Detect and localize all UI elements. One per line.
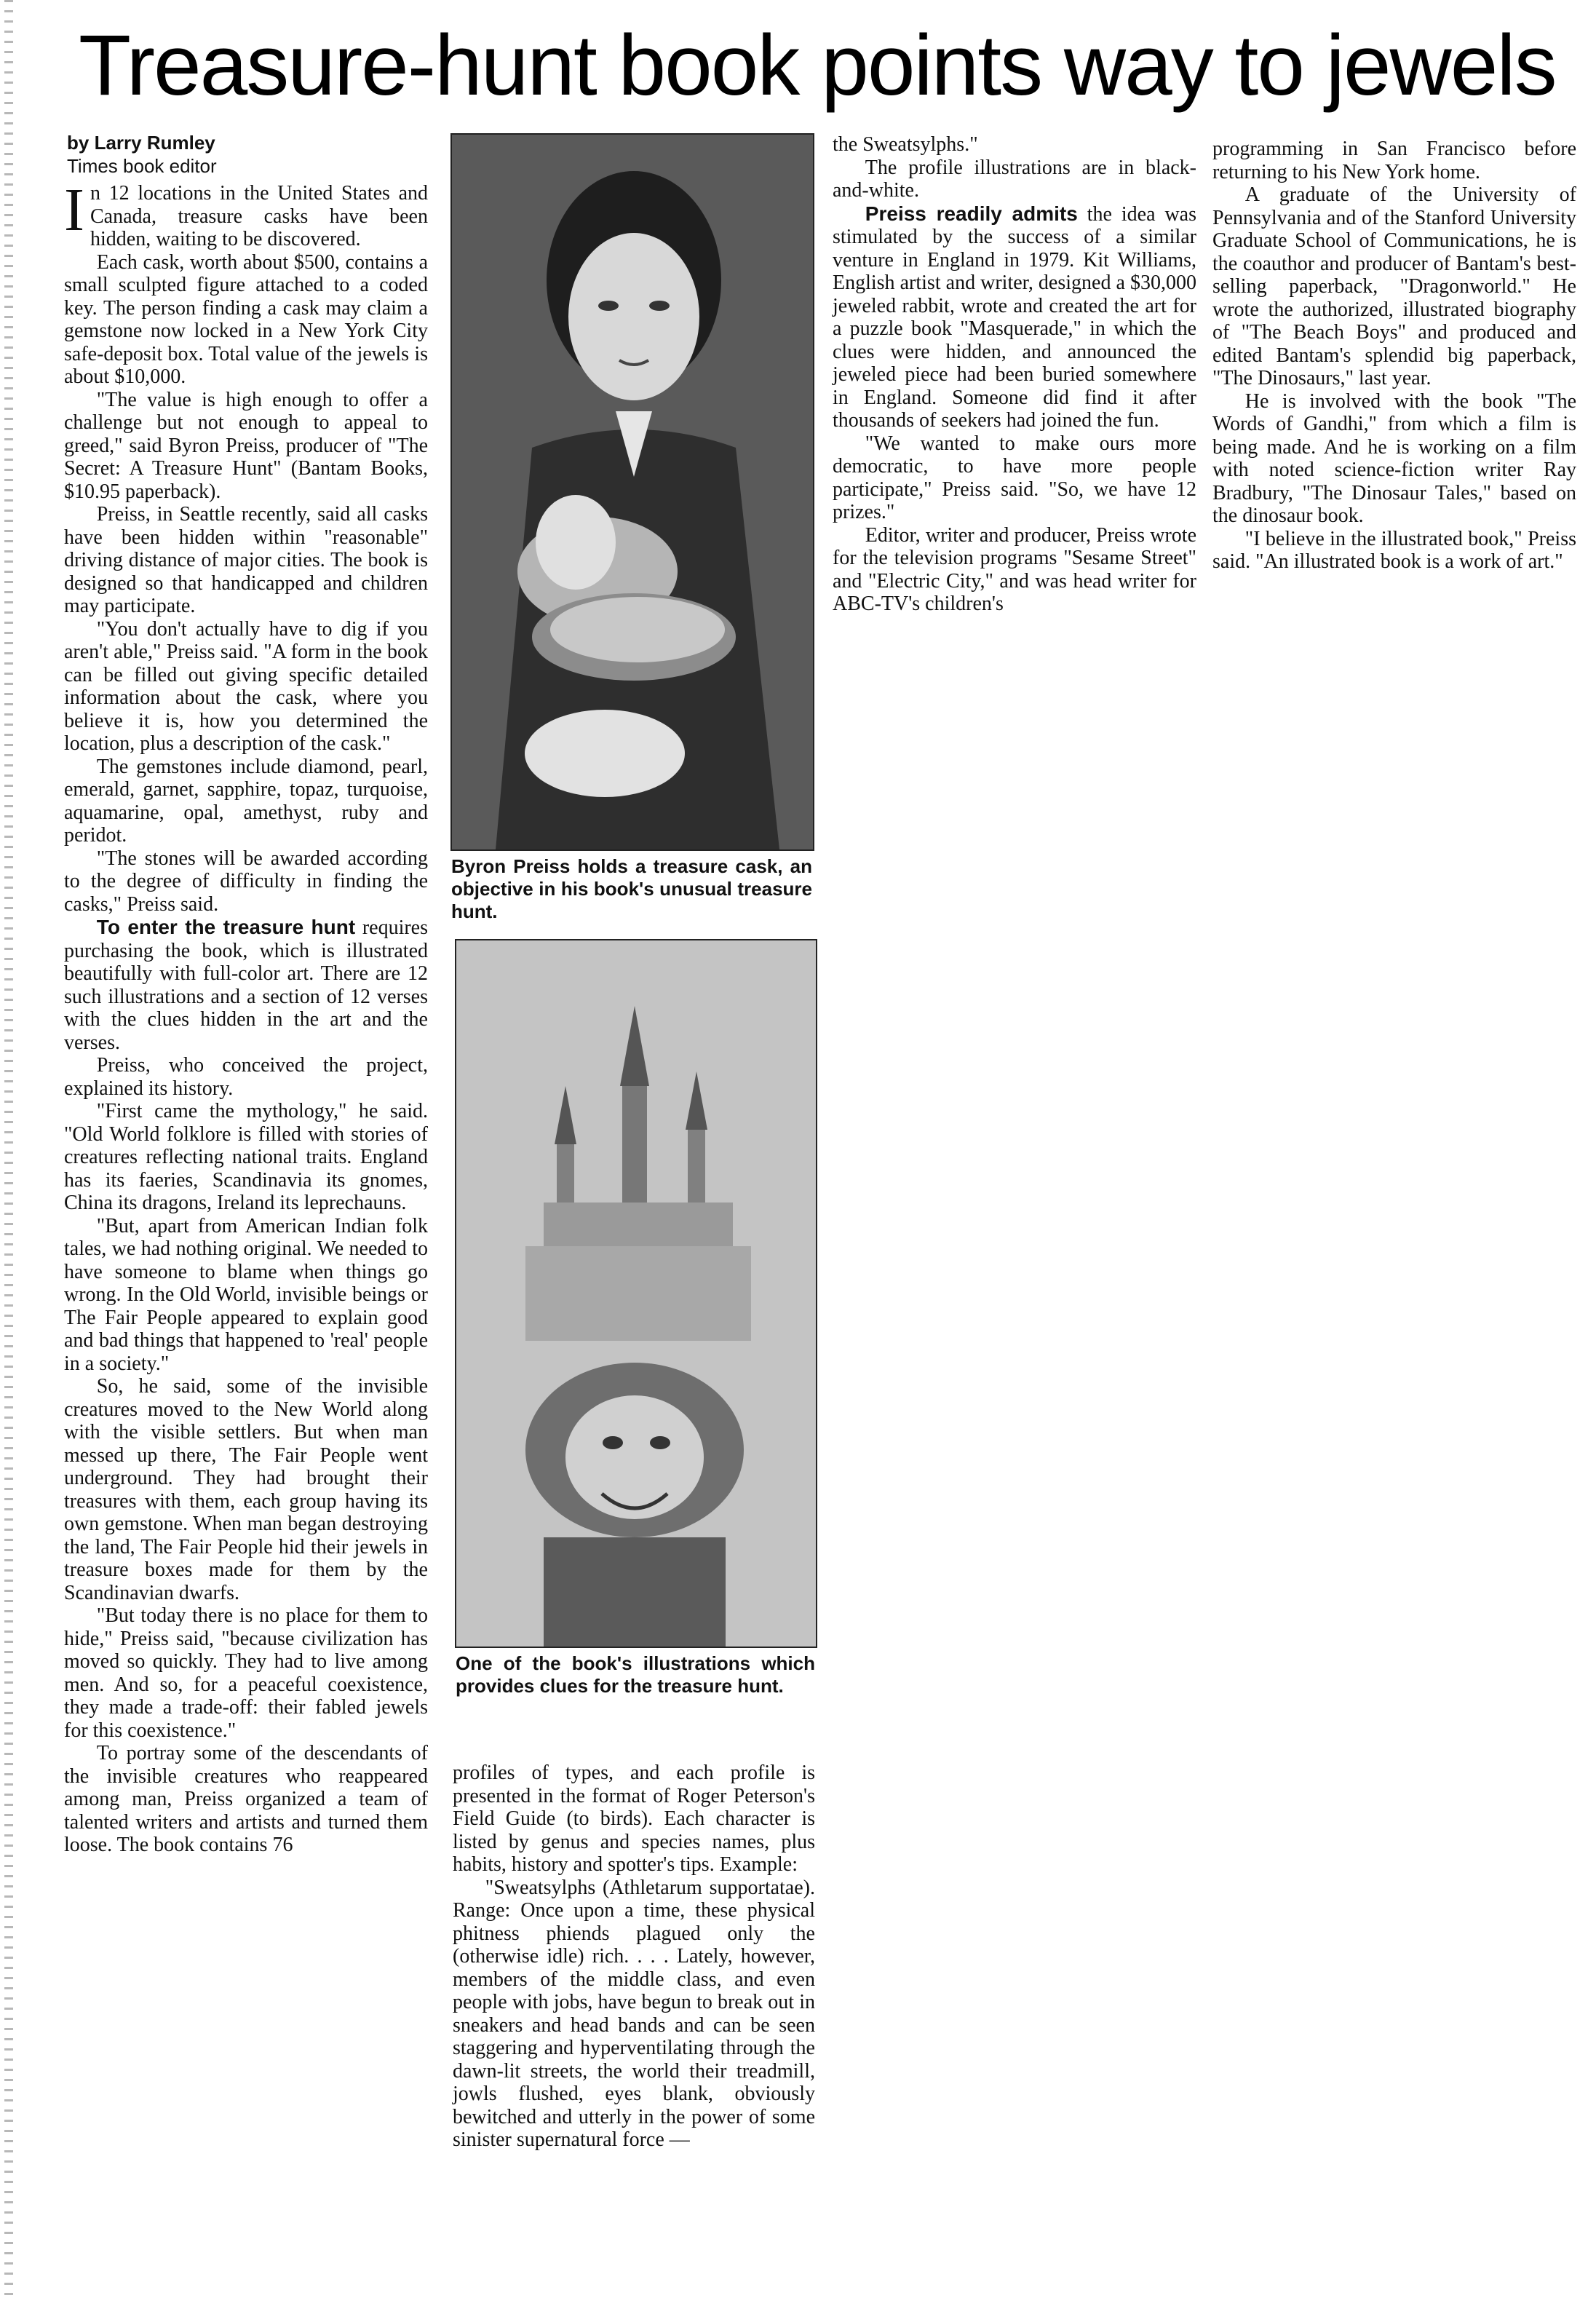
paragraph: "But today there is no place for them to hide," Preiss said, "because civilization has moved so quickly. They had to live among men. And so, for a peaceful coexistence, they made a trade-off: their fabled jewels for this coexistence.": [64, 1604, 428, 1742]
byline-name: by Larry Rumley: [67, 132, 215, 154]
paragraph: Editor, writer and producer, Preiss wrote for the television programs "Sesame Street" and "Electric City," and was head writer for ABC-TV's children's: [833, 523, 1196, 615]
paragraph: A graduate of the University of Pennsylvania and of the Stanford University Graduate School of Communications, he is the coauthor and producer of Bantam's best-selling paperback, "Dragonworld." He wrote the authorized, illustrated biography of "The Beach Boys" and produced and edited Bantam's splendid big paperback, "The Dinosaurs," last year.: [1212, 183, 1576, 389]
illustration-image: [455, 939, 817, 1648]
paragraph: "Sweatsylphs (Athletarum supportatae). Range: Once upon a time, these physical phitness phiends plagued only the (otherwise idle) rich. . . . Lately, however, members of the middle class, and even people with jobs, have begun to break out in sneakers and head bands and can be seen staggering and hyperventilating through the dawn-lit streets, the world their treadmill, jowls flushed, eyes blank, obviously bewitched and utterly in the power of some sinister supernatural force —: [453, 1876, 815, 2151]
subhead-lead: To enter the treasure hunt: [96, 916, 356, 938]
paragraph: "We wanted to make ours more democratic, to have more people participate," Preiss said. "So, we have 12 prizes.": [833, 432, 1196, 523]
article-column-4: [1212, 138, 1576, 574]
paragraph: To portray some of the descendants of the invisible creatures who reappeared among man, Preiss organized a team of talented writers and artists and turned them loose. The book contains 76: [64, 1742, 428, 1856]
photo-caption-2: One of the book's illustrations which provides clues for the treasure hunt.: [456, 1652, 815, 1697]
paragraph: The profile illustrations are in black-and-white.: [833, 156, 1196, 202]
paragraph: To enter the treasure hunt requires purchasing the book, which is illustrated beautifully with full-color art. There are 12 such illustrations and a section of 12 verses with the clues hidden in the art and the verses.: [64, 916, 429, 1054]
byline-title: Times book editor: [67, 155, 217, 177]
paragraph: In 12 locations in the United States and Canada, treasure casks have been hidden, waiting to be discovered.: [64, 176, 428, 250]
paragraph: profiles of types, and each profile is presented in the format of Roger Peterson's Field Guide (to birds). Each character is listed by genus and species names, plus habits, history and spotter's tips. Example:: [453, 1762, 815, 1876]
paragraph: "I believe in the illustrated book," Preiss said. "An illustrated book is a work of art.": [1212, 527, 1576, 573]
subhead-lead: Preiss readily admits: [865, 202, 1078, 225]
portrait-photo: [450, 133, 814, 851]
paragraph: "The stones will be awarded according to the degree of difficulty in finding the casks," Preiss said.: [64, 847, 428, 916]
paragraph: "You don't actually have to dig if you aren't able," Preiss said. "A form in the book can be filled out giving specific detailed information about the cask, where you believe it is, how you determined the location, plus a description of the cask.": [64, 617, 428, 755]
paragraph: "But, apart from American Indian folk tales, we had nothing original. We needed to have someone to blame when things go wrong. In the Old World, invisible beings or The Fair People appeared to explain good and bad things that happened to 'real' people in a society.": [64, 1214, 428, 1375]
paragraph: The gemstones include diamond, pearl, emerald, garnet, sapphire, topaz, turquoise, aquamarine, opal, amethyst, ruby and peridot.: [64, 755, 428, 847]
paragraph: programming in San Francisco before returning to his New York home.: [1212, 138, 1576, 183]
article-column-3: [833, 133, 1196, 616]
article-column-2: [453, 1762, 815, 2152]
paragraph: the Sweatsylphs.": [833, 133, 978, 156]
paragraph: Each cask, worth about $500, contains a small sculpted figure attached to a coded key. The person finding a cask may claim a gemstone now locked in a New York City safe-deposit box. Total value of the jewels is about $10,000.: [64, 250, 428, 388]
castle-illustration: [456, 940, 816, 1647]
drop-cap: I: [64, 176, 84, 244]
paragraph: "First came the mythology," he said. "Old World folklore is filled with stories of creatures reflecting national traits. England has its faeries, Scandinavia its gnomes, China its dragons, Ireland its leprechauns.: [64, 1100, 428, 1214]
article-column-1: [64, 176, 429, 1857]
paragraph: He is involved with the book "The Words of Gandhi," from which a film is being made. And he is working on a film with noted science-fiction writer Ray Bradbury, "The Dinosaur Tales," based on the dinosaur book.: [1212, 389, 1576, 527]
headline: Treasure-hunt book points way to jewels: [79, 17, 1556, 114]
paragraph: Preiss readily admits the idea was stimulated by the success of a similar venture in England in 1979. Kit Williams, English artist and writer, designed a $30,000 jeweled rabbit, wrote and created the art for a puzzle book "Masquerade," in which the clues were hidden, and announced the jeweled piece had been buried somewhere in England. Someone did find it after thousands of seekers had joined the fun.: [833, 202, 1196, 432]
paragraph: Preiss, in Seattle recently, said all casks have been hidden within "reasonable" driving distance of major cities. The book is designed so that handicapped and children may participate.: [64, 503, 428, 617]
photo-caption-1: Byron Preiss holds a treasure cask, an objective in his book's unusual treasure hunt.: [451, 855, 812, 922]
paragraph: So, he said, some of the invisible creatures moved to the New World along with the visible settlers. But when man messed up there, The Fair People went underground. They had brought their treasures with them, each group having its own gemstone. When man began destroying the land, The Fair People hid their jewels in treasure boxes made for them by the Scandinavian dwarfs.: [64, 1375, 428, 1604]
portrait-image: [452, 135, 813, 849]
gutter-edge: [4, 0, 13, 2298]
byline: [67, 131, 438, 178]
paragraph: "The value is high enough to offer a challenge but not enough to appeal to greed," said Byron Preiss, producer of "The Secret: A Treasure Hunt" (Bantam Books, $10.95 paperback).: [64, 388, 428, 503]
paragraph: Preiss, who conceived the project, explained its history.: [64, 1054, 428, 1100]
